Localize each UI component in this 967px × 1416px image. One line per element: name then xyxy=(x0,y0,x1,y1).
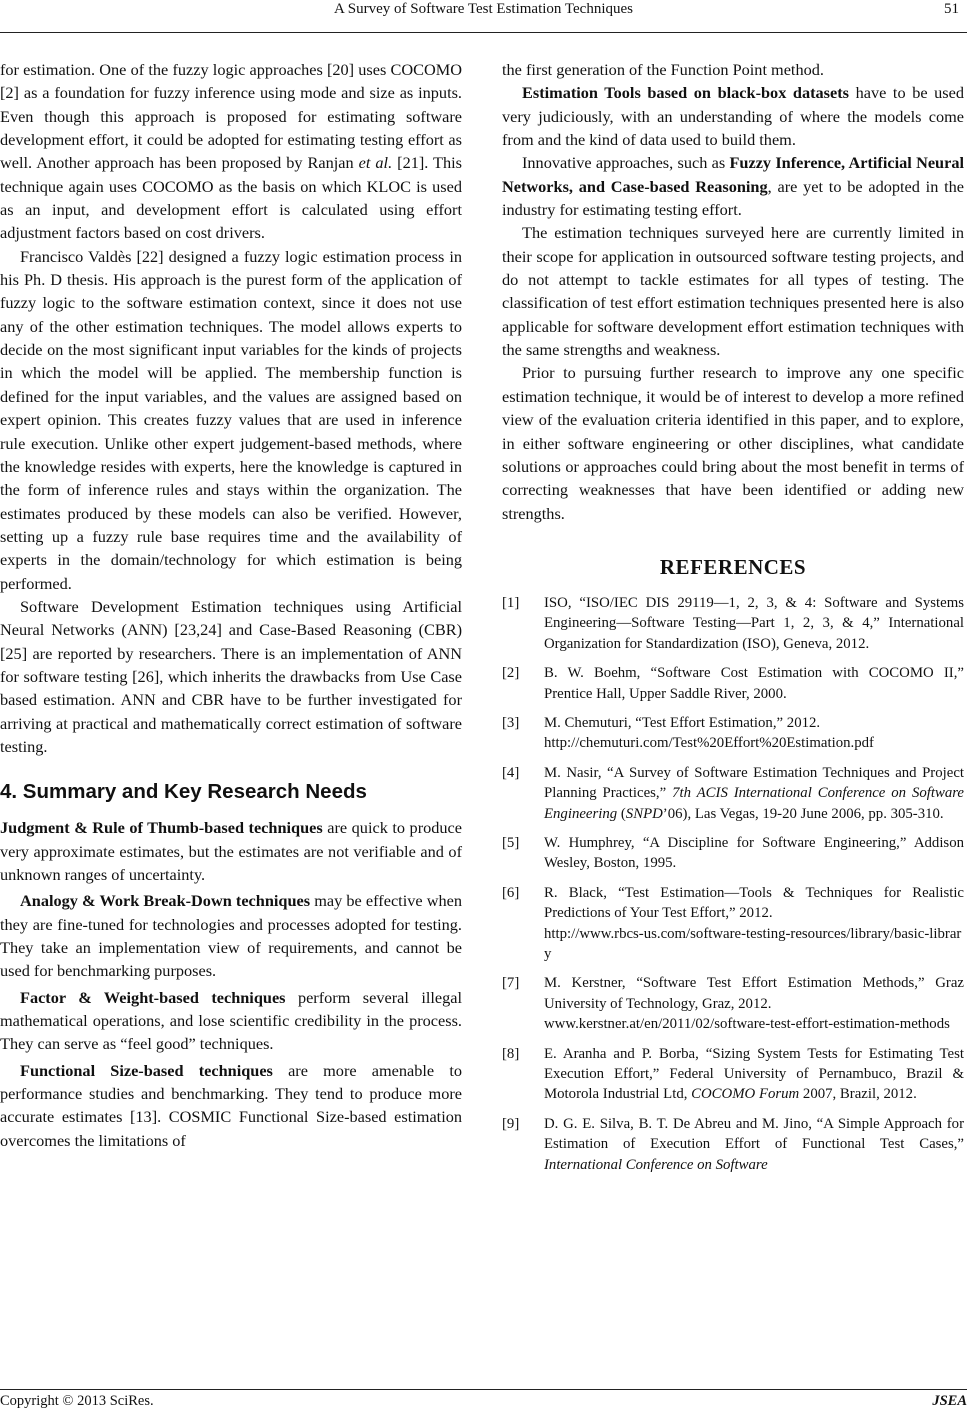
reference-number: [7] xyxy=(502,975,520,992)
reference-number: [9] xyxy=(502,1115,520,1132)
reference-text: M. Kerstner, “Software Test Effort Estimation Methods,” Graz University of Technology, Graz, 2012. www.kerstner.at/en/2011/02/software-test-effort-estimation-methods xyxy=(544,975,964,1033)
reference-text: M. Chemuturi, “Test Effort Estimation,” 2012. http://chemuturi.com/Test%20Effort%20Estimation.pdf xyxy=(544,714,874,752)
summary-paragraph: Judgment & Rule of Thumb-based techniques are quick to produce very approximate estimates, but the estimates are not verifiable and of unknown ranges of uncertainty. xyxy=(0,818,462,884)
reference-number: [1] xyxy=(502,594,520,611)
reference-item xyxy=(502,973,964,1034)
reference-number: [3] xyxy=(502,714,520,731)
reference-item xyxy=(502,763,964,824)
reference-item xyxy=(502,713,964,754)
summary-paragraph: Functional Size-based techniques are more amenable to performance studies and benchmarking. They tend to produce more accurate estimates [13]. COSMIC Functional Size-based estimation overcomes the limitations of xyxy=(0,1060,462,1150)
reference-url[interactable]: http://chemuturi.com/Test%20Effort%20Estimation.pdf xyxy=(544,735,874,752)
copyright-notice: Copyright © 2013 SciRes. xyxy=(0,1393,154,1409)
reference-text: B. W. Boehm, “Software Cost Estimation with COCOMO II,” Prentice Hall, Upper Saddle River, 2000. xyxy=(544,665,964,702)
summary-paragraph: Analogy & Work Break-Down techniques may be effective when they are fine-tuned for technologies and processes adopted for testing. They take an implementation view of requirements, and cannot be used for benchmarking purposes. xyxy=(0,891,462,981)
paragraph: Francisco Valdès [22] designed a fuzzy logic estimation process in his Ph. D thesis. His approach is the purest form of the application of fuzzy logic to the software estimation context, since it does not use any of the other estimation techniques. The model allows experts to decide on the most significant input variables for the kinds of projects in which the model will be applied. The membership function is defined for the input variables, and the values are assigned based on expert opinion. This creates fuzzy values that are used in inference rule execution. Unlike other expert judgement-based methods, where the knowledge resides with experts, here the knowledge is captured in the form of inference rules and stays within the organization. The estimates produced by these models can also be verified. However, setting up a fuzzy rule base requires time and the availability of experts in the domain/technology for which estimation is being performed. xyxy=(0,246,462,593)
paragraph: Estimation Tools based on black-box datasets have to be used very judiciously, with an understanding of where the models come from and the kind of data used to build them. xyxy=(502,83,964,150)
reference-item xyxy=(502,833,964,874)
reference-text: E. Aranha and P. Borba, “Sizing System Tests for Estimating Test Execution Effort,” Federal University of Pernambuco, Brazil & Motorola Industrial Ltd, COCOMO Forum 2007, Brazil, 2012. xyxy=(544,1045,964,1103)
paragraph: Software Development Estimation techniques using Artificial Neural Networks (ANN) [23,24] and Case-Based Reasoning (CBR) [25] are reported by researchers. There is an implementation of ANN for software testing [26], which inherits the drawbacks from Use Case based estimation. ANN and CBR have to be further investigated for arriving at practical and mathematically correct estimation of software testing. xyxy=(0,596,462,756)
page-number: 51 xyxy=(944,1,959,17)
running-title: A Survey of Software Test Estimation Techniques xyxy=(334,1,633,17)
reference-text: W. Humphrey, “A Discipline for Software Engineering,” Addison Wesley, Boston, 1995. xyxy=(544,834,964,872)
reference-number: [4] xyxy=(502,764,520,781)
reference-url[interactable]: http://www.rbcs-us.com/software-testing-resources/library/basic-library xyxy=(544,925,962,962)
reference-number: [5] xyxy=(502,834,520,851)
reference-number: [6] xyxy=(502,884,520,901)
references-heading: REFERENCES xyxy=(659,554,807,579)
right-column xyxy=(502,58,964,1184)
reference-item xyxy=(502,663,964,704)
reference-text: D. G. E. Silva, B. T. De Abreu and M. Jino, “A Simple Approach for Estimation of Execution Effort of Functional Test Cases,” International Conference on Software xyxy=(544,1115,964,1173)
left-column xyxy=(0,58,462,1152)
paragraph: Innovative approaches, such as Fuzzy Inference, Artificial Neural Networks, and Case-based Reasoning, are yet to be adopted in the industry for estimating testing effort. xyxy=(502,153,965,220)
reference-item xyxy=(502,1044,964,1105)
page-footer xyxy=(0,1389,967,1416)
paragraph: the first generation of the Function Point method. xyxy=(502,60,824,79)
paragraph: for estimation. One of the fuzzy logic approaches [20] uses COCOMO [2] as a foundation for fuzzy inference using mode and size as inputs. Even though this approach is proposed for estimating software development effort, it could be adopted for estimating testing effort as well. Another approach has been proposed by Ranjan et al. [21]. This technique again uses COCOMO as the basis on which KLOC is used as an input, and development effort is calculated using effort adjustment factors based on cost drivers. xyxy=(0,60,462,243)
paragraph: Prior to pursuing further research to improve any one specific estimation technique, it would be of interest to develop a more refined view of the evaluation criteria identified in this paper, and to explore, in either software engineering or other disciplines, what candidate solutions or approaches could bring about the most benefit in terms of correcting weaknesses that have been identified or adding new strengths. xyxy=(502,363,964,523)
reference-url[interactable]: www.kerstner.at/en/2011/02/software-test-effort-estimation-methods xyxy=(544,1016,950,1033)
reference-text: M. Nasir, “A Survey of Software Estimation Techniques and Project Planning Practices,” 7th ACIS International Conference on Software Engineering (SNPD’06), Las Vegas, 19-20 June 2006, pp. 305-310. xyxy=(544,764,965,822)
reference-number: [8] xyxy=(502,1045,520,1062)
running-header xyxy=(0,0,967,33)
reference-text: ISO, “ISO/IEC DIS 29119—1, 2, 3, & 4: Software and Systems Engineering—Software Testing—Part 1, 2, 3, & 4,” International Organization for Standardization (ISO), Geneva, 2012. xyxy=(544,594,964,652)
summary-paragraph: Factor & Weight-based techniques perform several illegal mathematical operations, and lose scientific credibility in the process. They can serve as “feel good” techniques. xyxy=(0,987,463,1054)
reference-text: R. Black, “Test Estimation—Tools & Techniques for Realistic Predictions of Your Test Effort,” 2012. http://www.rbcs-us.com/software-testing-resources/library/basic-library xyxy=(544,884,964,962)
journal-abbreviation: JSEA xyxy=(932,1393,967,1409)
reference-list xyxy=(502,593,964,1175)
reference-item xyxy=(502,1114,964,1175)
section-heading: 4. Summary and Key Research Needs xyxy=(0,780,367,804)
reference-item xyxy=(502,593,964,654)
paragraph: The estimation techniques surveyed here are currently limited in their scope for application in outsourced software testing projects, and do not attempt to tackle estimates for all types of testing. The classification of test effort estimation techniques presented here is also applicable for software development effort estimation techniques with the same strengths and weakness. xyxy=(502,223,964,360)
reference-item xyxy=(502,883,964,965)
reference-number: [2] xyxy=(502,665,520,682)
